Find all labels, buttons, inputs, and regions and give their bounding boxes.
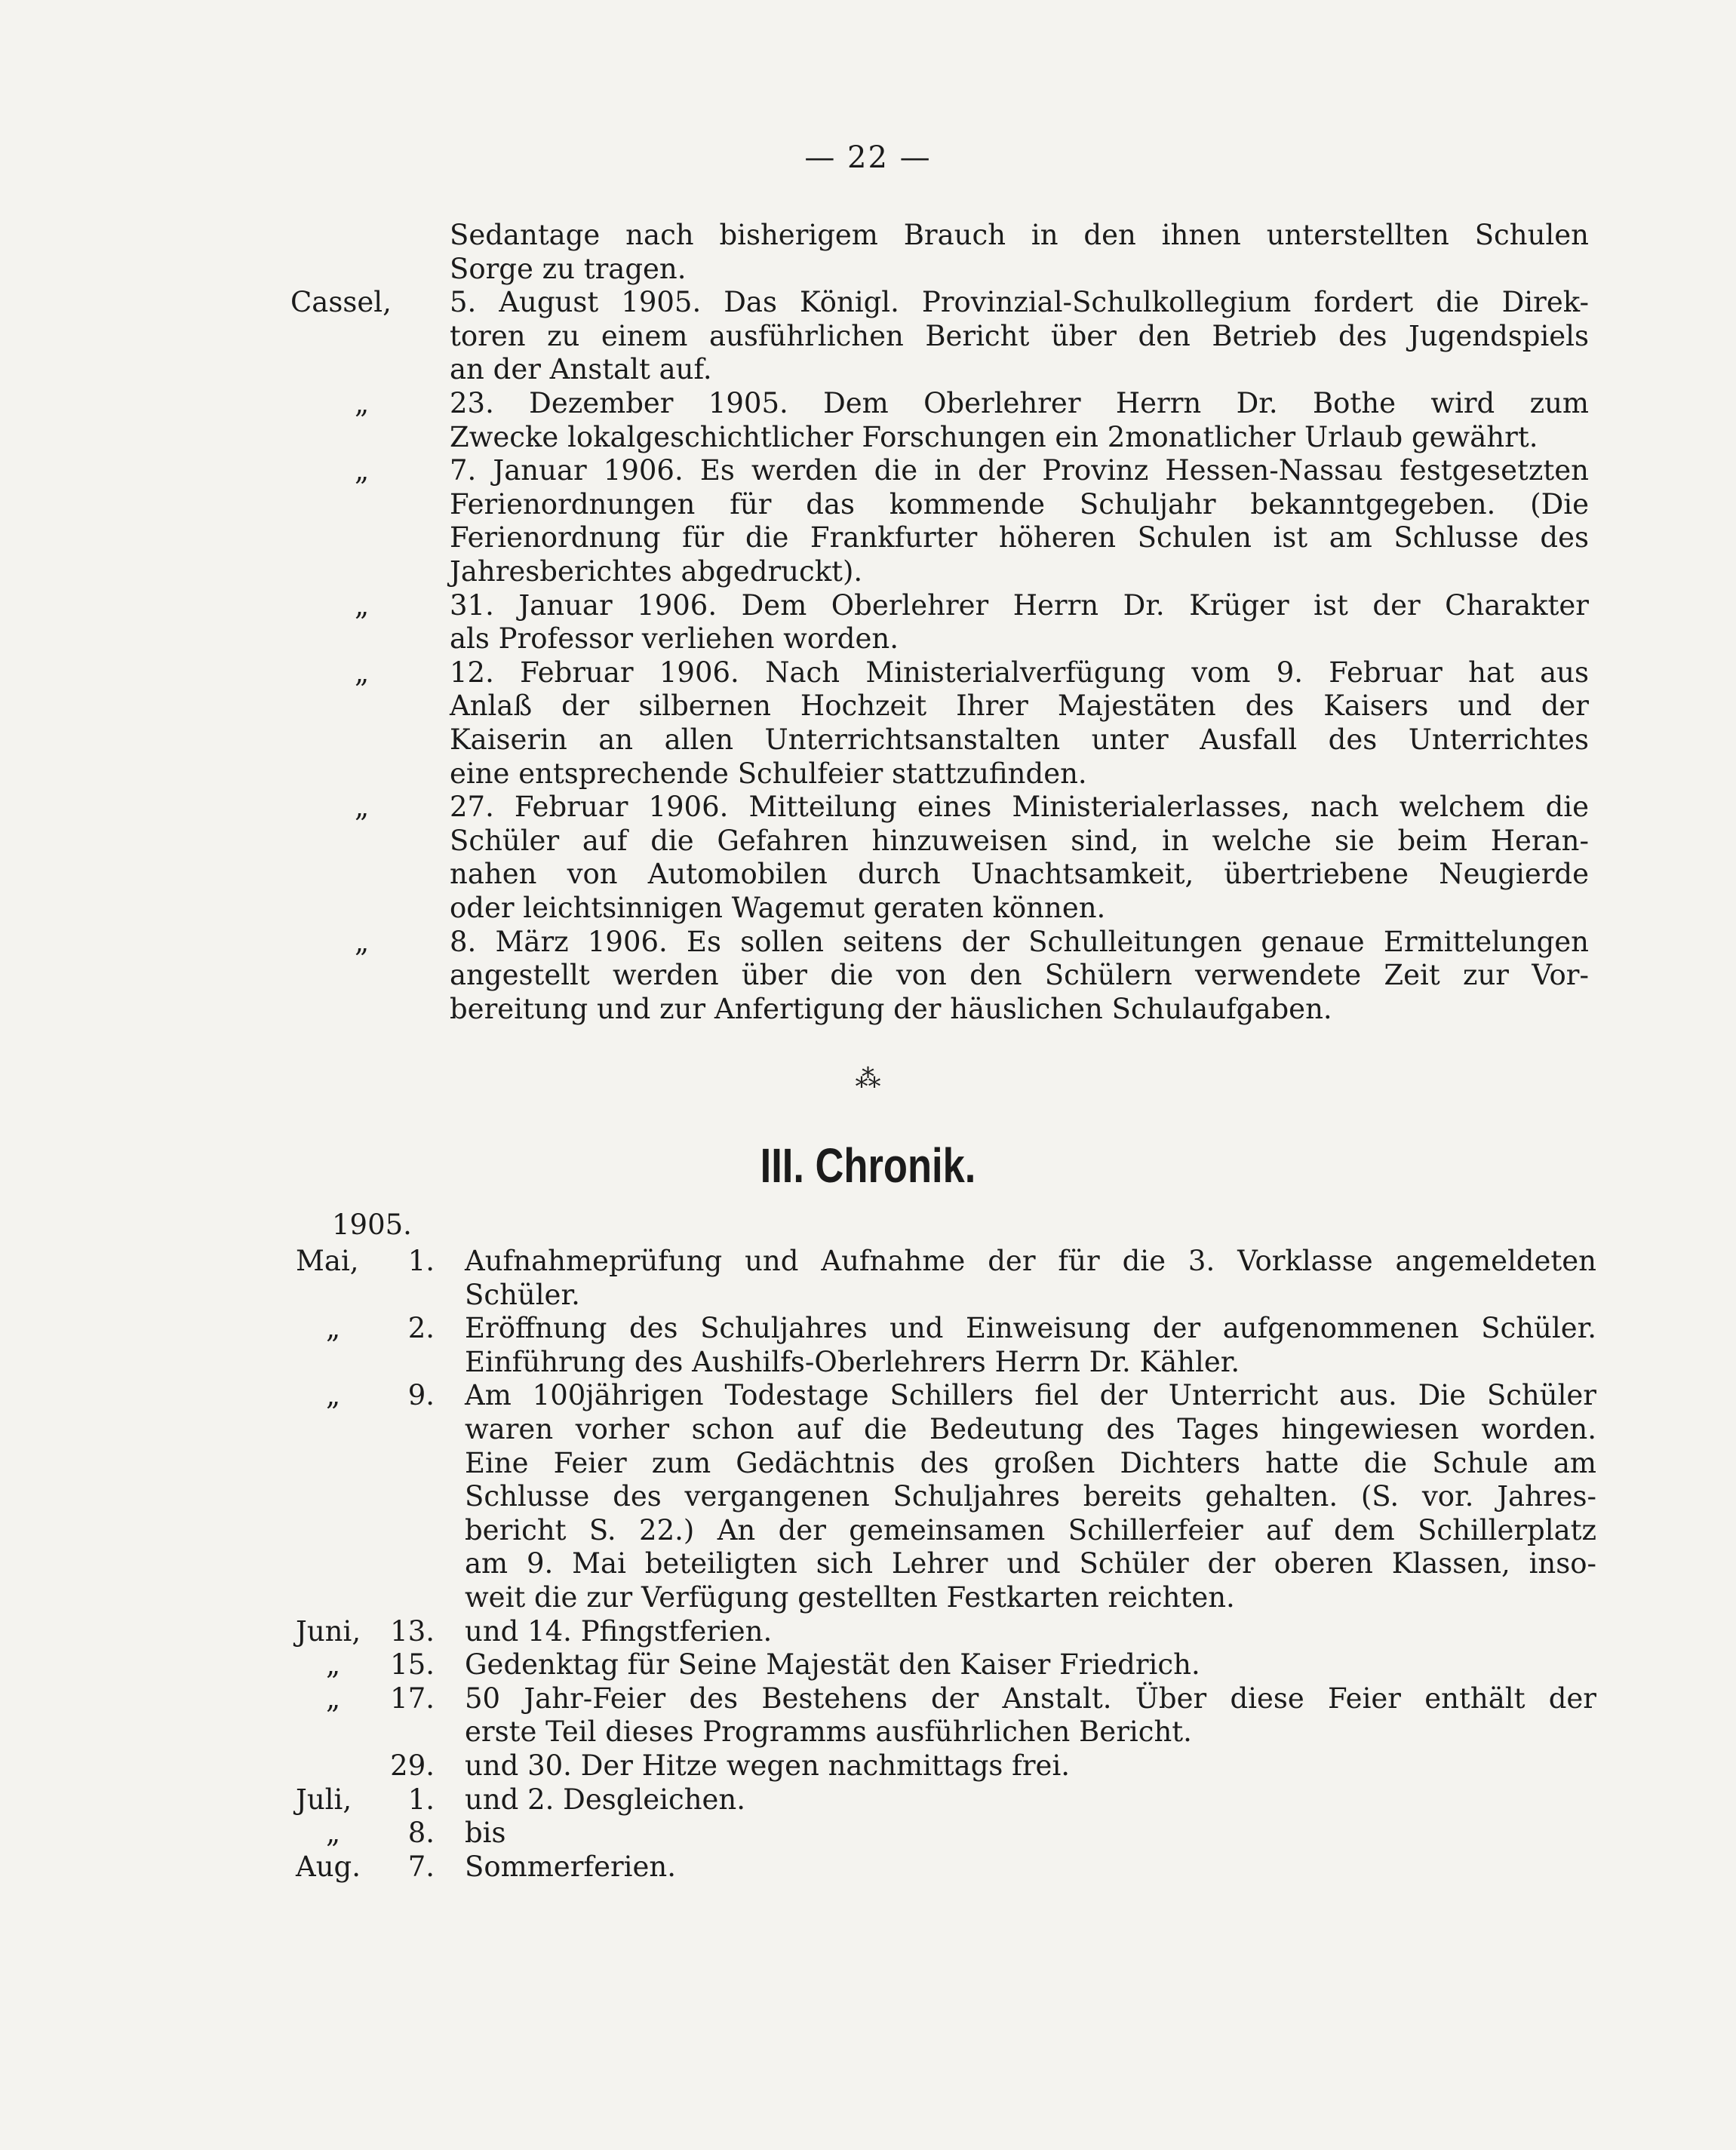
- ditto-mark: „: [326, 1817, 341, 1850]
- day-label: 8.: [407, 1817, 435, 1850]
- month-label: Juli,: [296, 1783, 352, 1816]
- day-label: 17.: [390, 1682, 435, 1715]
- text-line: als Professor verliehen worden.: [450, 622, 899, 656]
- text-line: 31. Januar 1906. Dem Oberlehrer Herrn Dr. Krüger ist der Charakter: [450, 588, 1589, 622]
- page-number: — 22 —: [804, 140, 932, 175]
- text-line: Schüler.: [465, 1278, 580, 1311]
- text-line: eine entsprechende Schulfeier stattzufinden.: [450, 757, 1087, 790]
- text-line: Jahresberichtes abgedruckt).: [450, 555, 863, 588]
- month-label: Juni,: [296, 1614, 361, 1648]
- text-line: 27. Februar 1906. Mitteilung eines Ministerialerlasses, nach welchem die: [450, 791, 1589, 824]
- text-line: Ferienordnungen für das kommende Schuljahr bekanntgegeben. (Die: [450, 487, 1589, 521]
- text-line: am 9. Mai beteiligten sich Lehrer und Schüler der oberen Klassen, inso-: [465, 1547, 1596, 1580]
- text-line: und 2. Desgleichen.: [465, 1783, 746, 1816]
- text-line: bis: [465, 1817, 506, 1850]
- ornament-divider: ⁂: [855, 1064, 881, 1094]
- text-line: Anlaß der silbernen Hochzeit Ihrer Majestäten des Kaisers und der: [450, 690, 1589, 723]
- text-line: Aufnahmeprüfung und Aufnahme der für die 3. Vorklasse angemeldeten: [465, 1245, 1596, 1277]
- ditto-mark: „: [355, 925, 370, 958]
- day-label: 9.: [407, 1379, 435, 1412]
- text-line: angestellt werden über die von den Schülern verwendete Zeit zur Vor-: [450, 959, 1589, 992]
- ditto-mark: „: [355, 588, 370, 622]
- text-line: Eine Feier zum Gedächtnis des großen Dichters hatte die Schule am: [465, 1446, 1596, 1479]
- text-line: waren vorher schon auf die Bedeutung des Tages hingewiesen worden.: [465, 1413, 1596, 1445]
- day-label: 1.: [407, 1245, 435, 1277]
- ditto-mark: „: [355, 791, 370, 824]
- month-label: Mai,: [296, 1245, 359, 1277]
- text-line: Zwecke lokalgeschichtlicher Forschungen ein 2monatlicher Urlaub gewährt.: [450, 420, 1538, 453]
- text-line: und 30. Der Hitze wegen nachmittags frei.: [465, 1749, 1071, 1782]
- text-line: Einführung des Aushilfs-Oberlehrers Herrn Dr. Kähler.: [465, 1345, 1240, 1378]
- text-line: und 14. Pfingstferien.: [465, 1614, 773, 1648]
- ditto-mark: „: [326, 1379, 341, 1412]
- text-line: weit die zur Verfügung gestellten Festkarten reichten.: [465, 1581, 1235, 1614]
- text-line: erste Teil dieses Programms ausführlichen Bericht.: [465, 1715, 1192, 1749]
- text-line: Gedenktag für Seine Majestät den Kaiser Friedrich.: [465, 1648, 1200, 1682]
- day-label: 2.: [407, 1312, 435, 1345]
- text-line: 8. März 1906. Es sollen seitens der Schulleitungen genaue Ermittelungen: [450, 925, 1589, 958]
- day-label: 13.: [390, 1614, 435, 1648]
- text-line: an der Anstalt auf.: [450, 353, 712, 386]
- text-line: Am 100jährigen Todestage Schillers fiel der Unterricht aus. Die Schüler: [465, 1379, 1596, 1412]
- day-label: 15.: [390, 1648, 435, 1682]
- day-label: 7.: [407, 1850, 435, 1883]
- text-line: nahen von Automobilen durch Unachtsamkeit, übertriebene Neugierde: [450, 858, 1589, 891]
- month-label: Aug.: [296, 1850, 361, 1883]
- text-line: Kaiserin an allen Unterrichtsanstalten unter Ausfall des Unterrichtes: [450, 723, 1589, 756]
- text-line: Schlusse des vergangenen Schuljahres bereits gehalten. (S. vor. Jahres-: [465, 1480, 1596, 1513]
- text-line: 23. Dezember 1905. Dem Oberlehrer Herrn Dr. Bothe wird zum: [450, 387, 1589, 419]
- text-line: Sedantage nach bisherigem Brauch in den ihnen unterstellten Schulen: [450, 219, 1589, 251]
- text-line: bericht S. 22.) An der gemeinsamen Schillerfeier auf dem Schillerplatz: [465, 1513, 1596, 1546]
- text-line: toren zu einem ausführlichen Bericht über den Betrieb des Jugendspiels: [450, 319, 1589, 352]
- section-title: III. Chronik.: [760, 1138, 976, 1193]
- text-line: oder leichtsinnigen Wagemut geraten können.: [450, 892, 1106, 924]
- ditto-mark: „: [355, 656, 370, 689]
- place-label: Cassel,: [290, 286, 392, 319]
- text-line: Eröffnung des Schuljahres und Einweisung der aufgenommenen Schüler.: [465, 1312, 1596, 1345]
- day-label: 1.: [407, 1783, 435, 1816]
- ditto-mark: „: [355, 387, 370, 419]
- text-line: Sommerferien.: [465, 1850, 676, 1883]
- text-line: 12. Februar 1906. Nach Ministerialverfügung vom 9. Februar hat aus: [450, 656, 1589, 689]
- ditto-mark: „: [326, 1312, 341, 1345]
- ditto-mark: „: [326, 1682, 341, 1715]
- ditto-mark: „: [326, 1648, 341, 1682]
- chronicle-year: 1905.: [332, 1209, 412, 1241]
- text-line: bereitung und zur Anfertigung der häuslichen Schulaufgaben.: [450, 992, 1332, 1025]
- text-line: Ferienordnung für die Frankfurter höheren Schulen ist am Schlusse des: [450, 521, 1589, 554]
- ditto-mark: „: [355, 454, 370, 487]
- text-line: 5. August 1905. Das Königl. Provinzial-Schulkollegium fordert die Direk-: [450, 286, 1589, 319]
- text-line: Sorge zu tragen.: [450, 252, 687, 285]
- day-label: 29.: [390, 1749, 435, 1782]
- text-line: 7. Januar 1906. Es werden die in der Provinz Hessen-Nassau festgesetzten: [450, 454, 1589, 487]
- text-line: Schüler auf die Gefahren hinzuweisen sind, in welche sie beim Heran-: [450, 824, 1589, 857]
- text-line: 50 Jahr-Feier des Bestehens der Anstalt. Über diese Feier enthält der: [465, 1682, 1596, 1715]
